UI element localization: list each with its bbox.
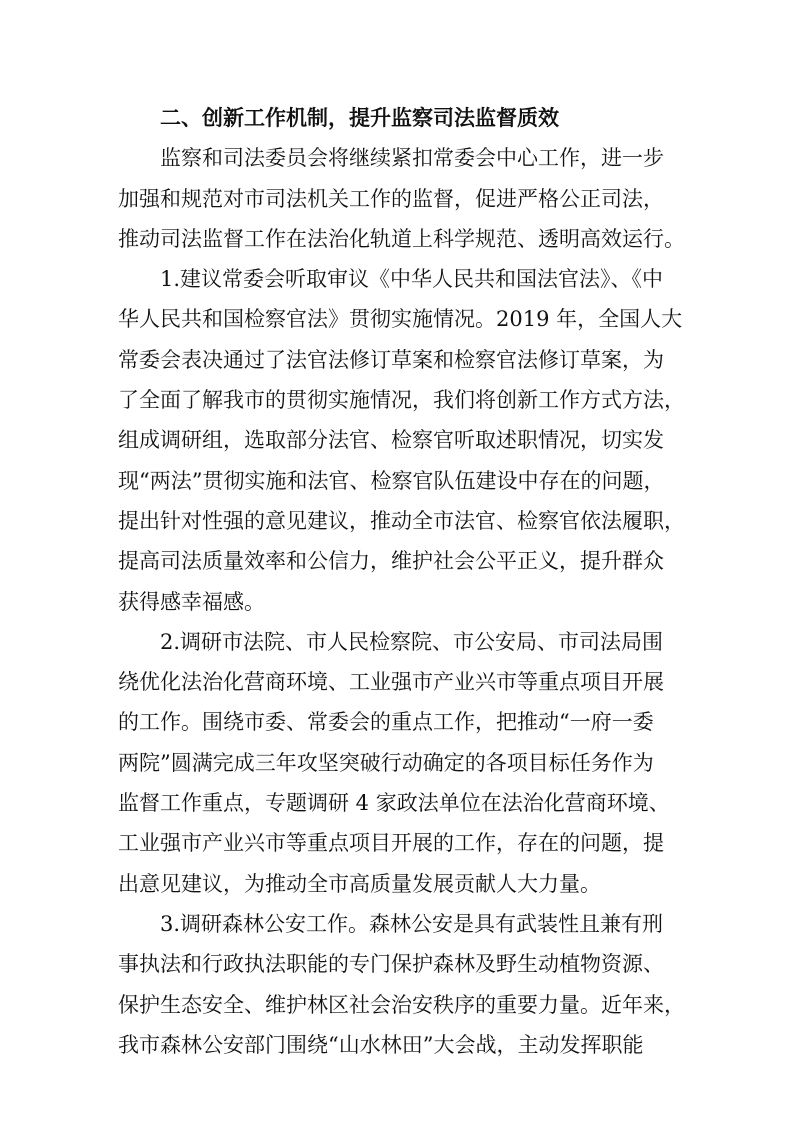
paragraph-item-2-line: 绕优化法治化营商环境、工业强市产业兴市等重点项目开展 <box>118 670 664 695</box>
paragraph-item-2-line: 2.调研市法院、市人民检察院、市公安局、市司法局围 <box>160 629 664 654</box>
section-heading: 二、创新工作机制，提升监察司法监督质效 <box>160 106 559 130</box>
paragraph-intro-line: 推动司法监督工作在法治化轨道上科学规范、透明高效运行。 <box>118 226 685 251</box>
paragraph-item-2-line: 工业强市产业兴市等重点项目开展的工作，存在的问题，提 <box>118 831 664 856</box>
paragraph-item-1-line: 获得感幸福感。 <box>118 589 265 614</box>
paragraph-item-3-line: 事执法和行政执法职能的专门保护森林及野生动植物资源、 <box>118 952 664 977</box>
paragraph-item-1-line: 1.建议常委会听取审议《中华人民共和国法官法》、《中 <box>160 267 664 292</box>
paragraph-intro-line: 监察和司法委员会将继续紧扣常委会中心工作，进一步 <box>160 146 664 171</box>
paragraph-item-3-line: 保护生态安全、维护林区社会治安秩序的重要力量。近年来， <box>118 992 685 1017</box>
paragraph-item-2-line: 监督工作重点，专题调研 4 家政法单位在法治化营商环境、 <box>118 791 670 816</box>
paragraph-intro-line: 加强和规范对市司法机关工作的监督，促进严格公正司法， <box>118 186 664 211</box>
paragraph-item-2-line: 出意见建议，为推动全市高质量发展贡献人大力量。 <box>118 871 601 896</box>
paragraph-item-3-line: 3.调研森林公安工作。森林公安是具有武装性且兼有刑 <box>160 911 664 936</box>
paragraph-item-1-line: 华人民共和国检察官法》贯彻实施情况。2019 年，全国人大 <box>118 307 683 332</box>
paragraph-item-2-line: 的工作。围绕市委、常委会的重点工作，把推动“一府一委 <box>118 710 654 735</box>
paragraph-item-1-line: 了全面了解我市的贯彻实施情况，我们将创新工作方式方法， <box>118 388 685 413</box>
paragraph-item-2-line: 两院”圆满完成三年攻坚突破行动确定的各项目标任务作为 <box>118 750 654 775</box>
document-body <box>118 98 692 1065</box>
paragraph-item-1-line: 提高司法质量效率和公信力，维护社会公平正义，提升群众 <box>118 549 664 574</box>
paragraph-item-1-line: 提出针对性强的意见建议，推动全市法官、检察官依法履职， <box>118 508 685 533</box>
paragraph-item-1-line: 组成调研组，选取部分法官、检察官听取述职情况，切实发 <box>118 428 664 453</box>
paragraph-item-1-line: 现“两法”贯彻实施和法官、检察官队伍建设中存在的问题， <box>118 468 665 493</box>
paragraph-item-1-line: 常委会表决通过了法官法修订草案和检察官法修订草案，为 <box>118 347 664 372</box>
paragraph-item-3-line: 我市森林公安部门围绕“山水林田”大会战，主动发挥职能 <box>118 1032 644 1057</box>
